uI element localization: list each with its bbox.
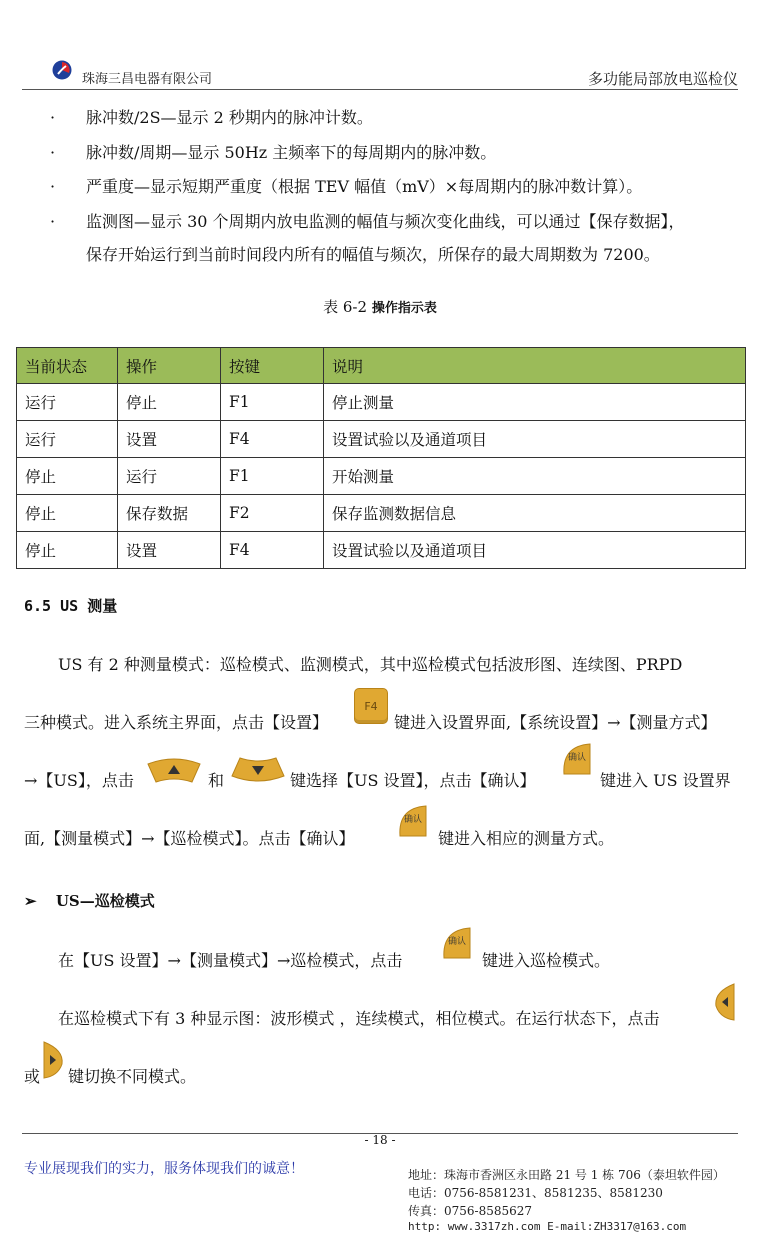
table-cell: 保存监测数据信息 xyxy=(324,495,746,532)
footer-address: 地址：珠海市香洲区永田路 21 号 1 栋 706（泰坦软件园） xyxy=(408,1168,725,1182)
section-paragraph-4-pre: 面,【测量模式】→【巡检模式】。点击【确认】 xyxy=(24,829,355,848)
section-paragraph-3-mid: 键选择【US 设置】，点击【确认】 xyxy=(290,771,536,790)
table-cell: F2 xyxy=(221,495,324,532)
table-cell: 运行 xyxy=(118,458,221,495)
footer-fax: 传真：0756-8585627 xyxy=(408,1204,533,1218)
bullet-monitor-line2: 保存开始运行到当前时间段内所有的幅值与频次，所保存的最大周期数为 7200。 xyxy=(86,245,660,264)
bullet-mark: · xyxy=(50,212,56,231)
table-header-cell: 操作 xyxy=(118,348,221,384)
table-row xyxy=(17,532,746,569)
section-paragraph-2-post: 键进入设置界面,【系统设置】→【测量方式】 xyxy=(394,713,717,732)
bullet-pulse-cycle: 脉冲数/周期—显示 50Hz 主频率下的每周期内的脉冲数。 xyxy=(86,143,497,162)
header-title: 多功能局部放电巡检仪 xyxy=(587,70,738,88)
arrow-bullet-icon: ➢ xyxy=(24,892,37,910)
subsection-paragraph-2: 在巡检模式下有 3 种显示图：波形模式 ，连续模式，相位模式。在运行状态下，点击 xyxy=(58,1009,660,1028)
section-paragraph-3-pre: →【US】，点击 xyxy=(24,771,134,790)
bullet-pulse-2s: 脉冲数/2S—显示 2 秒期内的脉冲计数。 xyxy=(86,108,373,127)
subsection-paragraph-3-post: 键切换不同模式。 xyxy=(68,1067,197,1086)
confirm-key-icon xyxy=(440,926,472,960)
table-cell: 设置试验以及通道项目 xyxy=(324,532,746,569)
table-cell: 设置 xyxy=(118,421,221,458)
footer-web-email: http: www.3317zh.com E-mail:ZH3317@163.com xyxy=(408,1220,687,1233)
table-caption-label: 表 6-2 xyxy=(323,298,368,316)
confirm-key-label: 确认 xyxy=(403,815,423,825)
f4-key-label: F4 xyxy=(364,699,378,713)
up-key-icon xyxy=(146,756,202,784)
table-header-cell: 按键 xyxy=(221,348,324,384)
table-row xyxy=(17,495,746,532)
table-cell: 设置试验以及通道项目 xyxy=(324,421,746,458)
company-logo-icon xyxy=(52,60,72,80)
table-header-row xyxy=(17,348,746,384)
table-row xyxy=(17,458,746,495)
table-cell: 停止 xyxy=(17,458,118,495)
section-paragraph-2-pre: 三种模式。进入系统主界面，点击【设置】 xyxy=(24,713,329,732)
subsection-paragraph-3-pre: 或 xyxy=(24,1067,41,1086)
subsection-heading xyxy=(24,890,155,911)
subsection-paragraph-1-pre: 在【US 设置】→【测量模式】→巡检模式，点击 xyxy=(58,951,403,970)
page-number: - 18 - xyxy=(364,1133,396,1147)
table-cell: F4 xyxy=(221,421,324,458)
table-cell: 保存数据 xyxy=(118,495,221,532)
table-cell: 停止 xyxy=(17,495,118,532)
section-paragraph-3-and: 和 xyxy=(208,771,225,790)
table-cell: F1 xyxy=(221,458,324,495)
f4-key-icon xyxy=(354,688,388,724)
footer-slogan: 专业展现我们的实力，服务体现我们的诚意！ xyxy=(24,1161,304,1177)
bullet-severity: 严重度—显示短期严重度（根据 TEV 幅值（mV）×每周期内的脉冲数计算）。 xyxy=(86,177,643,196)
table-header-cell: 当前状态 xyxy=(17,348,118,384)
section-heading: 6.5 US 测量 xyxy=(24,597,118,615)
table-cell: F4 xyxy=(221,532,324,569)
bullet-mark: · xyxy=(50,177,56,196)
confirm-key-label: 确认 xyxy=(567,753,587,763)
section-paragraph-1: US 有 2 种测量模式：巡检模式、监测模式，其中巡检模式包括波形图、连续图、PRPD xyxy=(58,655,683,674)
table-caption-title: 操作指示表 xyxy=(371,301,437,316)
bullet-mark: · xyxy=(50,143,56,162)
confirm-key-label: 确认 xyxy=(447,937,467,947)
confirm-key-icon xyxy=(396,804,428,838)
section-paragraph-3-post: 键进入 US 设置界 xyxy=(600,771,731,790)
section-paragraph-4-post: 键进入相应的测量方式。 xyxy=(438,829,615,848)
subsection-title: US—巡检模式 xyxy=(55,892,155,910)
right-key-icon xyxy=(42,1040,66,1080)
table-cell: 停止 xyxy=(118,384,221,421)
bullet-mark: · xyxy=(50,108,56,127)
table-cell: 运行 xyxy=(17,384,118,421)
table-cell: 停止测量 xyxy=(324,384,746,421)
table-cell: 设置 xyxy=(118,532,221,569)
left-key-icon xyxy=(712,982,736,1022)
table-cell: 运行 xyxy=(17,421,118,458)
header-divider xyxy=(22,89,738,90)
table-cell: 停止 xyxy=(17,532,118,569)
table-caption xyxy=(0,296,760,317)
footer-phone: 电话：0756-8581231、8581235、8581230 xyxy=(408,1186,663,1200)
table-cell: 开始测量 xyxy=(324,458,746,495)
table-row xyxy=(17,384,746,421)
down-key-icon xyxy=(230,756,286,784)
operation-table xyxy=(16,347,746,569)
table-row xyxy=(17,421,746,458)
confirm-key-icon xyxy=(560,742,592,776)
table-cell: F1 xyxy=(221,384,324,421)
subsection-paragraph-1-post: 键进入巡检模式。 xyxy=(482,951,611,970)
bullet-monitor-line1: 监测图—显示 30 个周期内放电监测的幅值与频次变化曲线，可以通过【保存数据】， xyxy=(86,212,685,231)
table-header-cell: 说明 xyxy=(324,348,746,384)
header-company: 珠海三昌电器有限公司 xyxy=(82,72,213,87)
